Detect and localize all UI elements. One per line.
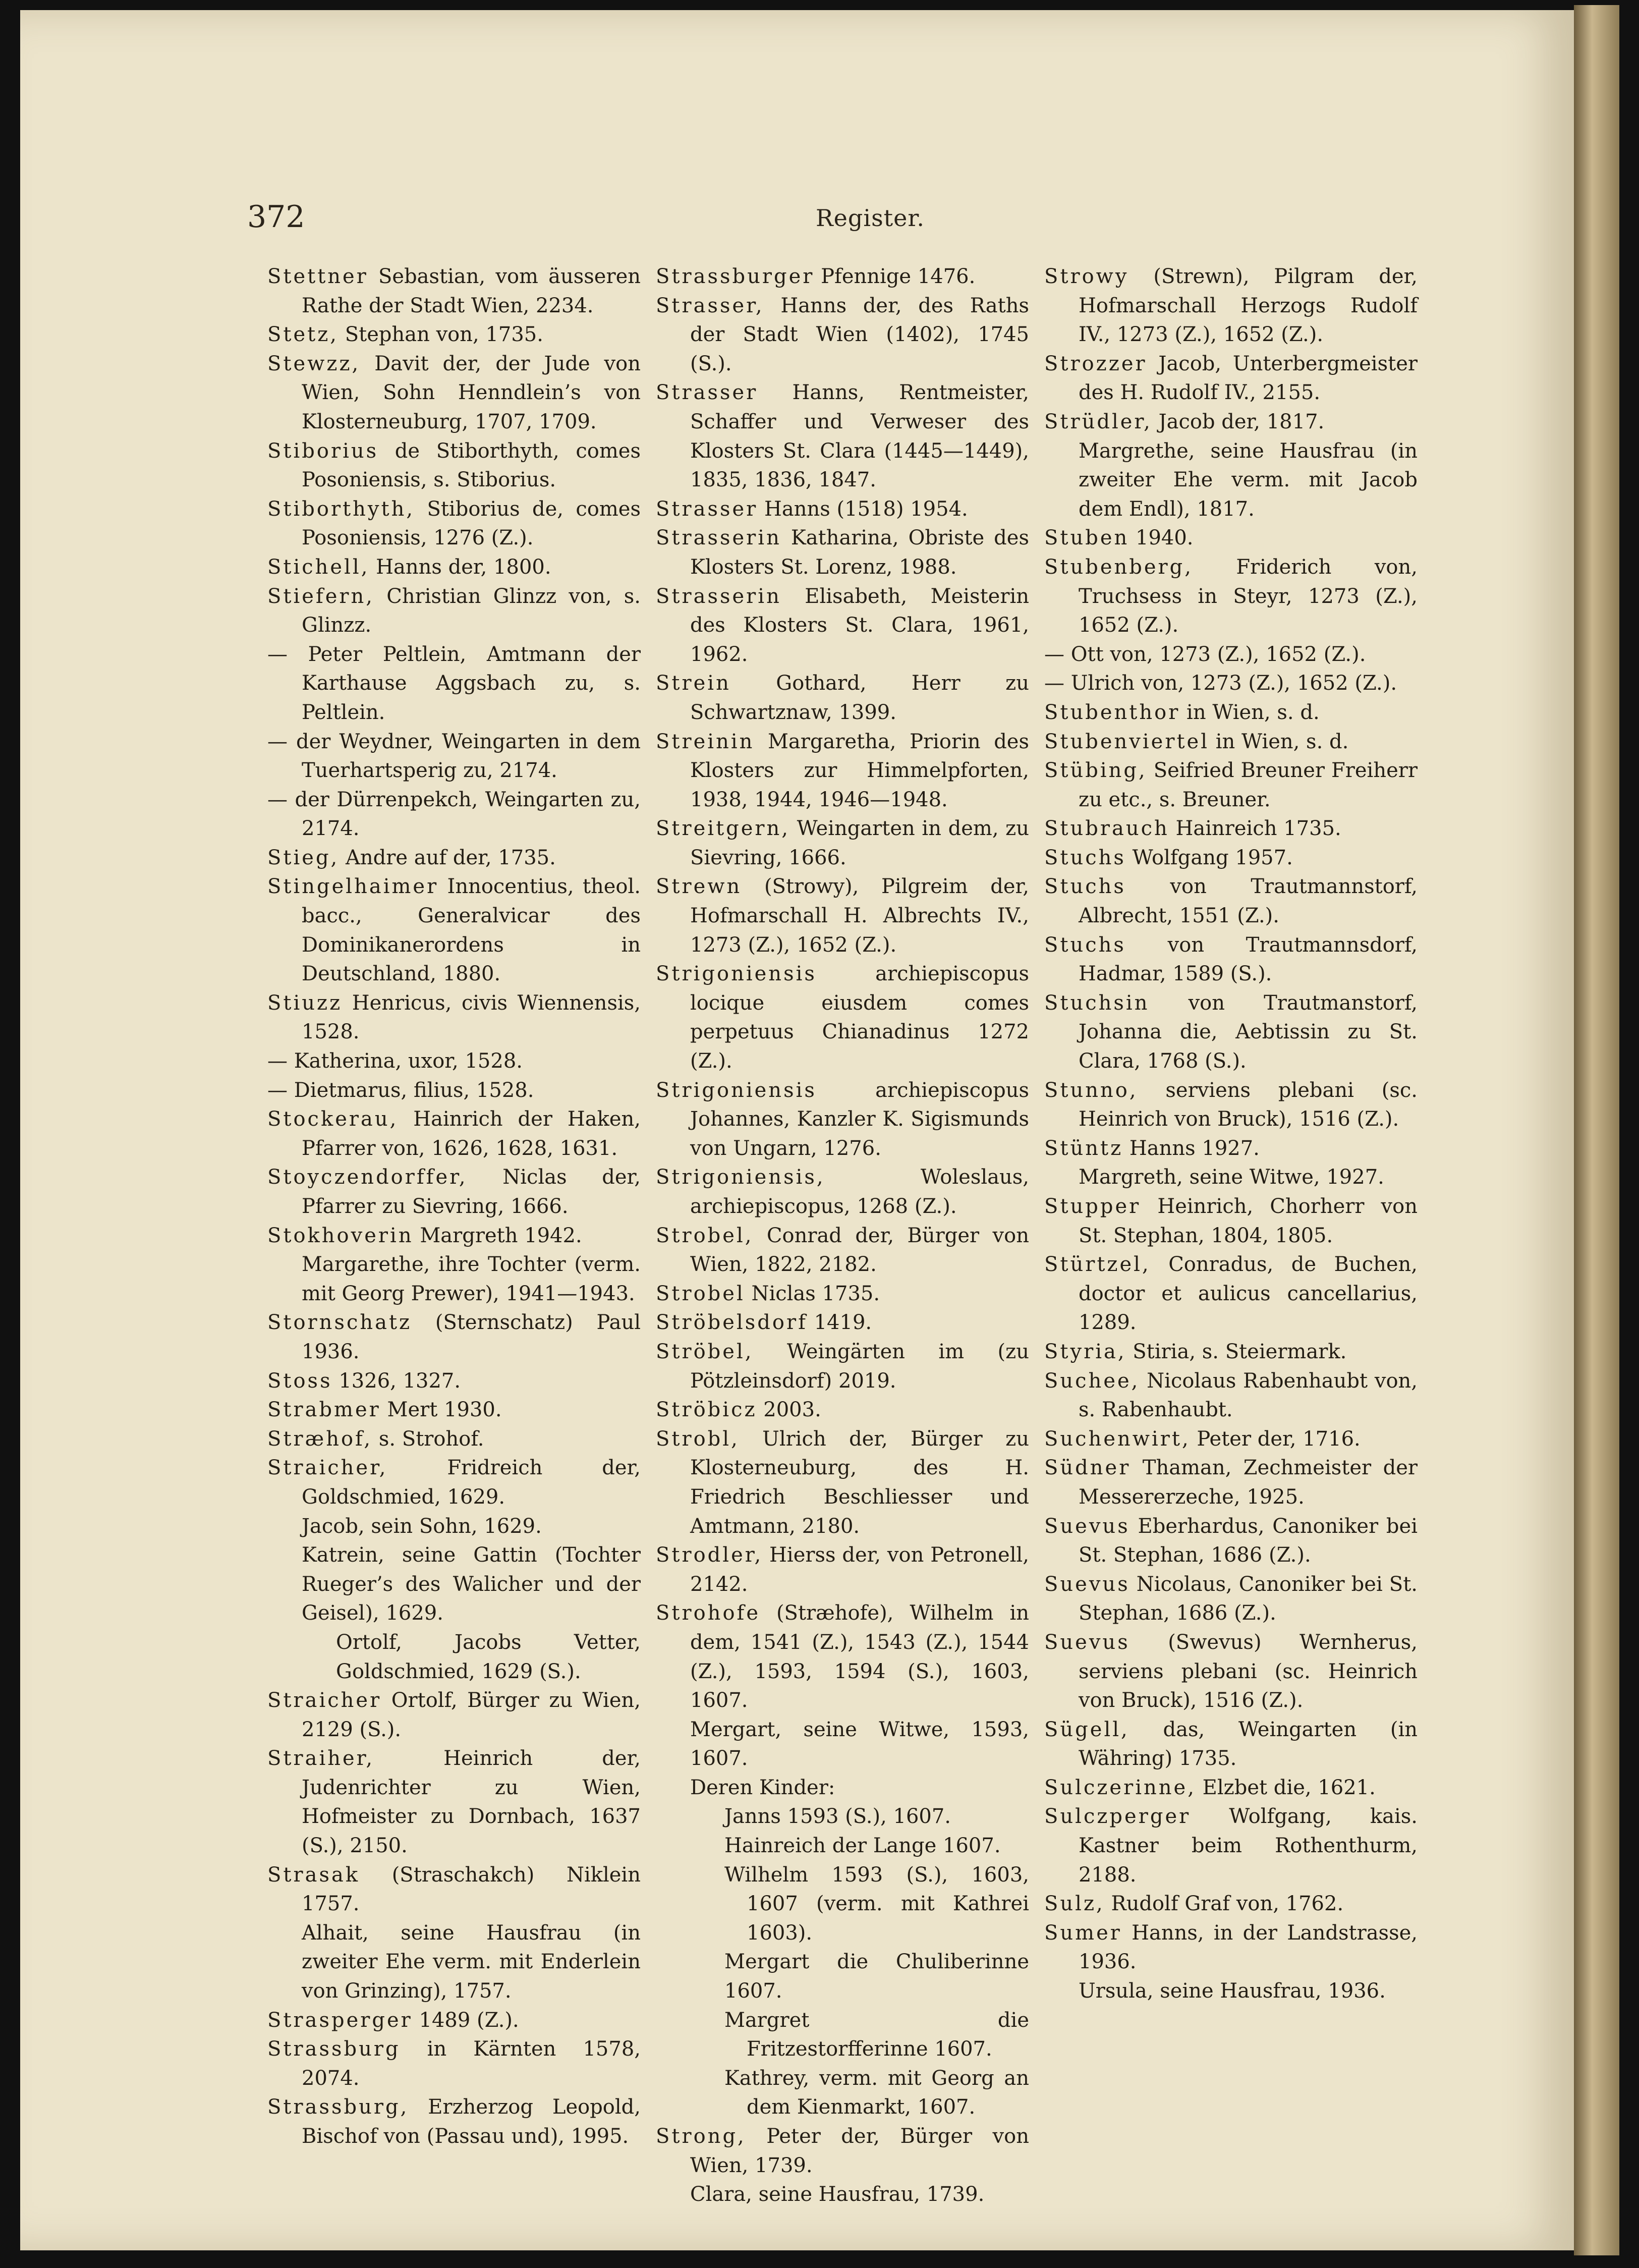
entry-headword: Ströbicz	[656, 1398, 757, 1422]
entry-text: Thaman, Zechmeister der Messererzeche, 1925.	[1079, 1456, 1418, 1509]
index-entry	[1044, 1716, 1418, 1774]
index-entry	[1044, 669, 1418, 698]
entry-headword: Stichell,	[267, 555, 370, 579]
index-entry	[1044, 1250, 1418, 1338]
entry-text: (Stræhofe), Wilhelm in dem, 1541 (Z.), 1543 (Z.), 1544 (Z.), 1593, 1594 (S.), 1603, 1607.	[690, 1601, 1029, 1712]
entry-headword: Styria,	[1044, 1340, 1126, 1363]
entry-headword: Ströbelsdorf	[656, 1311, 808, 1335]
entry-text: Weingarten in dem, zu Sievring, 1666.	[690, 817, 1029, 869]
index-entry	[1044, 1890, 1418, 1919]
entry-headword: Sulczperger	[1044, 1805, 1191, 1829]
entry-text: Ursula, seine Hausfrau, 1936.	[1079, 1979, 1386, 2003]
index-entry	[1044, 989, 1418, 1076]
entry-text: Heinrich der, Judenrichter zu Wien, Hofmeister zu Dornbach, 1637 (S.), 2150.	[302, 1747, 641, 1858]
index-entry	[267, 1512, 641, 1541]
entry-headword: Strodler,	[656, 1543, 763, 1567]
entry-text: Wolfgang 1957.	[1132, 846, 1293, 869]
entry-text: Stiborius de, comes Posoniensis, 1276 (Z.).	[302, 497, 641, 550]
entry-text: Mert 1930.	[387, 1398, 502, 1422]
entry-text: Wolfgang, kais. Kastner beim Rothenthurm, 2188.	[1079, 1805, 1418, 1887]
entry-headword: Strassburger	[656, 265, 815, 288]
index-entry	[656, 960, 1029, 1076]
index-entry	[267, 495, 641, 553]
entry-text: Elzbet die, 1621.	[1202, 1776, 1376, 1799]
index-entry	[267, 1047, 641, 1076]
index-entry	[1044, 1628, 1418, 1716]
entry-headword: Strassburg,	[267, 2095, 409, 2119]
index-column-3	[1044, 262, 1418, 2006]
entry-text: Nicolaus, Canoniker bei St. Stephan, 1686 (Z.).	[1079, 1572, 1418, 1625]
index-entry	[656, 582, 1029, 670]
index-entry	[1044, 872, 1418, 930]
index-entry	[656, 1861, 1029, 1948]
entry-headword: Strasak	[267, 1863, 360, 1887]
entry-text: Niclas 1735.	[751, 1282, 880, 1305]
entry-text: Conradus, de Buchen, doctor et aulicus cancellarius, 1289.	[1079, 1253, 1418, 1335]
entry-headword: Strasser,	[656, 294, 764, 317]
index-entry	[1044, 728, 1418, 757]
index-entry	[1044, 350, 1418, 408]
page-edge	[1574, 5, 1619, 2255]
entry-headword: Stuben	[1044, 526, 1129, 550]
entry-headword: Stuchs	[1044, 846, 1126, 869]
index-entry	[1044, 1919, 1418, 1977]
entry-text: Hanns, Rentmeister, Schaffer und Verweser des Klosters St. Clara (1445—1449), 1835, 1836, 1847.	[690, 381, 1029, 492]
entry-text: von Trautmannsdorf, Hadmar, 1589 (S.).	[1079, 933, 1418, 986]
entry-text: Hanns, in der Landstrasse, 1936.	[1079, 1921, 1418, 1974]
entry-text: Hainrich der Haken, Pfarrer von, 1626, 1628, 1631.	[302, 1108, 641, 1160]
entry-headword: Stiborthyth,	[267, 497, 415, 521]
entry-text: Katharina, Obriste des Klosters St. Lorenz, 1988.	[690, 526, 1029, 579]
entry-text: in Wien, s. d.	[1186, 700, 1320, 724]
index-entry	[267, 1454, 641, 1512]
entry-text: Heinrich, Chorherr von St. Stephan, 1804, 1805.	[1079, 1195, 1418, 1247]
entry-text: Hanns der, des Raths der Stadt Wien (1402), 1745 (S.).	[690, 294, 1029, 375]
index-entry	[267, 1541, 641, 1628]
entry-headword: Stupper	[1044, 1195, 1141, 1218]
entry-headword: Strobl,	[656, 1427, 740, 1451]
entry-text: in Wien, s. d.	[1215, 730, 1349, 753]
entry-text: Pfennige 1476.	[821, 265, 976, 288]
index-entry	[267, 350, 641, 437]
index-entry	[656, 1163, 1029, 1221]
entry-headword: Stockerau,	[267, 1108, 399, 1131]
entry-text: Sebastian, vom äusseren Rathe der Stadt Wien, 2234.	[302, 265, 641, 317]
entry-text: — Katherina, uxor, 1528.	[267, 1049, 523, 1073]
entry-headword: Strewn	[656, 875, 742, 899]
running-head: Register.	[816, 204, 925, 232]
index-entry	[267, 582, 641, 640]
entry-text: 1419.	[814, 1311, 872, 1335]
entry-headword: Strigoniensis	[656, 962, 817, 986]
index-entry	[656, 495, 1029, 524]
index-entry	[1044, 640, 1418, 670]
index-entry	[267, 1250, 641, 1308]
entry-headword: Strasserin	[656, 526, 781, 550]
entry-headword: Strigoniensis,	[656, 1166, 825, 1189]
index-entry	[267, 1163, 641, 1221]
entry-text: Jacob der, 1817.	[1158, 410, 1325, 433]
index-entry	[656, 1425, 1029, 1541]
entry-text: Seifried Breuner Freiherr zu etc., s. Breuner.	[1079, 759, 1418, 811]
entry-text: Peter der, 1716.	[1197, 1427, 1361, 1451]
entry-headword: Stornschatz	[267, 1311, 412, 1335]
index-entry	[656, 2122, 1029, 2180]
index-entry	[1044, 437, 1418, 524]
entry-text: Deren Kinder:	[690, 1776, 835, 1799]
index-entry	[656, 2006, 1029, 2064]
entry-text: Peter der, Bürger von Wien, 1739.	[690, 2125, 1029, 2177]
entry-text: — der Dürrenpekch, Weingarten zu, 2174.	[267, 788, 641, 841]
entry-headword: Suevus	[1044, 1630, 1130, 1654]
entry-headword: Sügell,	[1044, 1718, 1129, 1741]
index-entry	[267, 1308, 641, 1366]
index-entry	[656, 2064, 1029, 2122]
entry-text: in Kärnten 1578, 2074.	[302, 2037, 641, 2090]
index-entry	[267, 320, 641, 350]
index-entry	[267, 1425, 641, 1454]
entry-headword: Stunno,	[1044, 1078, 1138, 1102]
index-entry	[656, 1832, 1029, 1861]
index-entry	[1044, 756, 1418, 814]
entry-text: Hainreich der Lange 1607.	[724, 1834, 1001, 1858]
index-entry	[1044, 524, 1418, 553]
index-entry	[656, 1222, 1029, 1280]
entry-text: — Dietmarus, filius, 1528.	[267, 1078, 534, 1102]
index-entry	[656, 1599, 1029, 1715]
entry-headword: Stuchs	[1044, 933, 1126, 957]
entry-headword: Straicher,	[267, 1456, 388, 1480]
index-entry	[656, 1541, 1029, 1599]
index-entry	[1044, 931, 1418, 989]
entry-text: Hierss der, von Petronell, 2142.	[690, 1543, 1029, 1596]
index-entry	[656, 814, 1029, 872]
index-entry	[1044, 814, 1418, 844]
entry-text: Innocentius, theol. bacc., Generalvicar des Dominikanerordens in Deutschland, 1880.	[302, 875, 641, 986]
index-entry	[267, 553, 641, 582]
entry-headword: Strasperger	[267, 2008, 413, 2032]
index-entry	[267, 437, 641, 495]
index-entry	[1044, 408, 1418, 437]
entry-text: archiepiscopus Johannes, Kanzler K. Sigismunds von Ungarn, 1276.	[690, 1078, 1029, 1160]
index-entry	[656, 728, 1029, 815]
entry-text: Hanns der, 1800.	[376, 555, 551, 579]
index-entry	[267, 262, 641, 320]
entry-headword: Suchenwirt,	[1044, 1427, 1191, 1451]
index-entry	[267, 640, 641, 728]
index-entry	[656, 1716, 1029, 1774]
index-entry	[1044, 844, 1418, 873]
entry-text: Margreth 1942.	[420, 1224, 582, 1247]
index-column-1	[267, 262, 641, 2151]
index-entry	[1044, 698, 1418, 728]
entry-text: Friderich von, Truchsess in Steyr, 1273 (Z.), 1652 (Z.).	[1079, 555, 1418, 637]
entry-headword: Strasserin	[656, 584, 781, 608]
index-entry	[1044, 262, 1418, 350]
index-entry	[1044, 1134, 1418, 1164]
index-entry	[656, 872, 1029, 960]
index-entry	[267, 786, 641, 844]
index-entry	[656, 1076, 1029, 1164]
index-entry	[656, 669, 1029, 727]
entry-headword: Strüdler,	[1044, 410, 1152, 433]
index-entry	[267, 1367, 641, 1396]
entry-text: Kathrey, verm. mit Georg an dem Kienmarkt, 1607.	[724, 2066, 1029, 2119]
entry-headword: Stræhof,	[267, 1427, 373, 1451]
entry-text: Henricus, civis Wiennensis, 1528.	[302, 991, 641, 1044]
index-entry	[1044, 1774, 1418, 1803]
entry-text: Elisabeth, Meisterin des Klosters St. Clara, 1961, 1962.	[690, 584, 1029, 666]
entry-text: Niclas der, Pfarrer zu Sievring, 1666.	[302, 1166, 641, 1218]
entry-text: — Peter Peltlein, Amtmann der Karthause Aggsbach zu, s. Peltlein.	[267, 642, 641, 724]
entry-headword: Strasser	[656, 497, 758, 521]
index-entry	[267, 1861, 641, 1919]
index-entry	[267, 2006, 641, 2035]
index-entry	[656, 292, 1029, 379]
entry-text: das, Weingarten (in Währing) 1735.	[1079, 1718, 1418, 1771]
entry-headword: Stubenthor	[1044, 700, 1180, 724]
entry-text: 1489 (Z.).	[419, 2008, 519, 2032]
entry-text: Jacob, sein Sohn, 1629.	[302, 1514, 542, 1538]
entry-text: Conrad der, Bürger von Wien, 1822, 2182.	[690, 1224, 1029, 1277]
entry-headword: Stubrauch	[1044, 817, 1169, 841]
index-entry	[656, 1396, 1029, 1425]
index-entry	[656, 1308, 1029, 1338]
entry-headword: Strowy	[1044, 265, 1129, 288]
index-entry	[267, 1628, 641, 1686]
entry-text: Fridreich der, Goldschmied, 1629.	[302, 1456, 641, 1509]
entry-headword: Strobel	[656, 1282, 745, 1305]
entry-headword: Stettner	[267, 265, 368, 288]
entry-headword: Stetz,	[267, 323, 339, 347]
entry-text: 2003.	[763, 1398, 821, 1422]
index-entry	[267, 2093, 641, 2151]
index-column-2	[656, 262, 1029, 2209]
index-entry	[656, 378, 1029, 494]
entry-text: 1326, 1327.	[338, 1369, 461, 1393]
index-entry	[267, 1919, 641, 2006]
entry-text: Janns 1593 (S.), 1607.	[724, 1805, 951, 1829]
entry-headword: Südner	[1044, 1456, 1131, 1480]
entry-text: (Swevus) Wernherus, serviens plebani (sc. Heinrich von Bruck), 1516 (Z.).	[1079, 1630, 1418, 1712]
entry-text: Wilhelm 1593 (S.), 1603, 1607 (verm. mit Kathrei 1603).	[724, 1863, 1029, 1945]
index-entry	[1044, 1425, 1418, 1454]
entry-text: Nicolaus Rabenhaubt von, s. Rabenhaubt.	[1079, 1369, 1418, 1422]
entry-headword: Stuchsin	[1044, 991, 1150, 1015]
index-entry	[267, 1396, 641, 1425]
entry-headword: Stübing,	[1044, 759, 1147, 783]
entry-headword: Stubenviertel	[1044, 730, 1209, 753]
index-entry	[656, 262, 1029, 292]
entry-text: Rudolf Graf von, 1762.	[1111, 1892, 1344, 1916]
entry-text: Weingärten im (zu Pötzleinsdorf) 2019.	[690, 1340, 1029, 1393]
entry-headword: Strasser	[656, 381, 758, 405]
entry-headword: Stuchs	[1044, 875, 1126, 899]
index-entry	[267, 872, 641, 988]
entry-headword: Stewzz,	[267, 352, 361, 375]
entry-text: Hainreich 1735.	[1175, 817, 1341, 841]
entry-text: (Strowy), Pilgreim der, Hofmarschall H. Albrechts IV., 1273 (Z.), 1652 (Z.).	[690, 875, 1030, 957]
entry-text: von Trautmannstorf, Albrecht, 1551 (Z.).	[1079, 875, 1418, 928]
index-entry	[267, 1105, 641, 1163]
index-entry	[656, 1802, 1029, 1832]
entry-headword: Strong,	[656, 2125, 746, 2148]
index-entry	[656, 1774, 1029, 1803]
entry-text: Mergart die Chuliberinne 1607.	[724, 1950, 1029, 2003]
entry-headword: Stingelhaimer	[267, 875, 439, 899]
entry-headword: Strobel,	[656, 1224, 754, 1247]
entry-headword: Strein	[656, 672, 731, 695]
entry-text: 1940.	[1136, 526, 1194, 550]
entry-text: Jacob, Unterbergmeister des H. Rudolf IV., 2155.	[1079, 352, 1418, 405]
index-entry	[656, 1280, 1029, 1309]
entry-text: — Ulrich von, 1273 (Z.), 1652 (Z.).	[1044, 672, 1397, 695]
entry-text: Stephan von, 1735.	[345, 323, 543, 347]
entry-text: Andre auf der, 1735.	[345, 846, 556, 869]
entry-text: Margret die Fritzestorfferinne 1607.	[724, 2008, 1029, 2061]
entry-text: Ortolf, Jacobs Vetter, Goldschmied, 1629 (S.).	[336, 1630, 641, 1683]
index-entry	[1044, 1367, 1418, 1425]
entry-text: (Strewn), Pilgram der, Hofmarschall Herzogs Rudolf IV., 1273 (Z.), 1652 (Z.).	[1079, 265, 1418, 347]
entry-text: Woleslaus, archiepiscopus, 1268 (Z.).	[690, 1166, 1029, 1218]
entry-headword: Strohofe	[656, 1601, 760, 1625]
entry-headword: Strigoniensis	[656, 1078, 817, 1102]
entry-headword: Stüntz	[1044, 1136, 1123, 1160]
index-entry	[656, 1948, 1029, 2006]
entry-headword: Stiborius	[267, 439, 379, 463]
index-entry	[267, 989, 641, 1047]
entry-text: Stiria, s. Steiermark.	[1133, 1340, 1347, 1363]
entry-headword: Stokhoverin	[267, 1224, 414, 1247]
entry-headword: Suchee,	[1044, 1369, 1140, 1393]
entry-headword: Suevus	[1044, 1572, 1130, 1596]
entry-headword: Streinin	[656, 730, 755, 753]
entry-text: — Ott von, 1273 (Z.), 1652 (Z.).	[1044, 642, 1366, 666]
index-entry	[1044, 1192, 1418, 1250]
entry-text: de Stiborthyth, comes Posoniensis, s. Stiborius.	[302, 439, 641, 492]
entry-headword: Stiefern,	[267, 584, 375, 608]
index-entry	[267, 2035, 641, 2093]
entry-text: Davit der, der Jude von Wien, Sohn Henndlein’s von Klosterneuburg, 1707, 1709.	[302, 352, 641, 433]
index-entry	[1044, 1570, 1418, 1628]
index-entry	[1044, 1512, 1418, 1570]
entry-headword: Straiher,	[267, 1747, 375, 1771]
entry-text: Alhait, seine Hausfrau (in zweiter Ehe verm. mit Enderlein von Grinzing), 1757.	[302, 1921, 641, 2003]
entry-headword: Stoyczendorffer,	[267, 1166, 468, 1189]
entry-text: Erzherzog Leopold, Bischof von (Passau und), 1995.	[302, 2095, 641, 2148]
entry-headword: Ströbel,	[656, 1340, 754, 1363]
entry-headword: Streitgern,	[656, 817, 790, 841]
entry-text: von Trautmanstorf, Johanna die, Aebtissin zu St. Clara, 1768 (S.).	[1079, 991, 1418, 1073]
entry-text: Katrein, seine Gattin (Tochter Rueger’s des Walicher und der Geisel), 1629.	[302, 1543, 641, 1625]
entry-text: Hanns (1518) 1954.	[764, 497, 968, 521]
index-entry	[1044, 1802, 1418, 1890]
entry-text: Ulrich der, Bürger zu Klosterneuburg, des H. Friedrich Beschliesser und Amtmann, 2180.	[690, 1427, 1029, 1538]
index-entry	[1044, 1163, 1418, 1192]
entry-text: Mergart, seine Witwe, 1593, 1607.	[690, 1718, 1029, 1771]
index-entry	[1044, 553, 1418, 640]
entry-text: serviens plebani (sc. Heinrich von Bruck), 1516 (Z.).	[1079, 1078, 1418, 1131]
entry-headword: Stieg,	[267, 846, 340, 869]
entry-headword: Sulz,	[1044, 1892, 1105, 1916]
entry-text: Hanns 1927.	[1129, 1136, 1260, 1160]
entry-headword: Stubenberg,	[1044, 555, 1193, 579]
page-number: 372	[247, 199, 305, 235]
index-entry	[267, 844, 641, 873]
index-entry	[1044, 1454, 1418, 1512]
entry-headword: Stürtzel,	[1044, 1253, 1151, 1277]
entry-text: Ortolf, Bürger zu Wien, 2129 (S.).	[302, 1689, 641, 1741]
entry-headword: Sulczerinne,	[1044, 1776, 1196, 1799]
index-entry	[267, 1686, 641, 1744]
page-header	[247, 199, 1493, 240]
entry-text: s. Strohof.	[378, 1427, 484, 1451]
index-entry	[1044, 1076, 1418, 1134]
entry-text: Clara, seine Hausfrau, 1739.	[690, 2183, 985, 2206]
index-entry	[656, 1338, 1029, 1396]
entry-text: (Sternschatz) Paul 1936.	[302, 1311, 641, 1363]
entry-text: — der Weydner, Weingarten in dem Tuerhartsperig zu, 2174.	[267, 730, 641, 783]
index-entry	[1044, 1977, 1418, 2006]
entry-text: Margreth, seine Witwe, 1927.	[1079, 1166, 1384, 1189]
index-entry	[656, 524, 1029, 582]
index-entry	[267, 728, 641, 786]
entry-headword: Stiuzz	[267, 991, 343, 1015]
entry-headword: Stoss	[267, 1369, 332, 1393]
entry-headword: Strabmer	[267, 1398, 381, 1422]
entry-text: (Straschakch) Niklein 1757.	[302, 1863, 641, 1916]
index-entry	[1044, 1338, 1418, 1367]
entry-text: Margaretha, Priorin des Klosters zur Himmelpforten, 1938, 1944, 1946—1948.	[690, 730, 1030, 811]
entry-headword: Suevus	[1044, 1514, 1130, 1538]
entry-headword: Strozzer	[1044, 352, 1147, 375]
entry-headword: Strassburg	[267, 2037, 401, 2061]
entry-headword: Sumer	[1044, 1921, 1122, 1945]
entry-text: Margrethe, seine Hausfrau (in zweiter Ehe verm. mit Jacob dem Endl), 1817.	[1079, 439, 1418, 521]
index-entry	[267, 1076, 641, 1105]
entry-text: Margarethe, ihre Tochter (verm. mit Georg Prewer), 1941—1943.	[302, 1253, 641, 1305]
entry-text: Gothard, Herr zu Schwartznaw, 1399.	[690, 672, 1029, 724]
entry-text: archiepiscopus locique eiusdem comes perpetuus Chianadinus 1272 (Z.).	[690, 962, 1029, 1073]
index-entry	[267, 1222, 641, 1251]
index-entry	[656, 2180, 1029, 2209]
index-entry	[267, 1744, 641, 1860]
entry-text: Christian Glinzz von, s. Glinzz.	[302, 584, 641, 637]
entry-text: Eberhardus, Canoniker bei St. Stephan, 1686 (Z.).	[1079, 1514, 1418, 1567]
entry-headword: Straicher	[267, 1689, 382, 1712]
